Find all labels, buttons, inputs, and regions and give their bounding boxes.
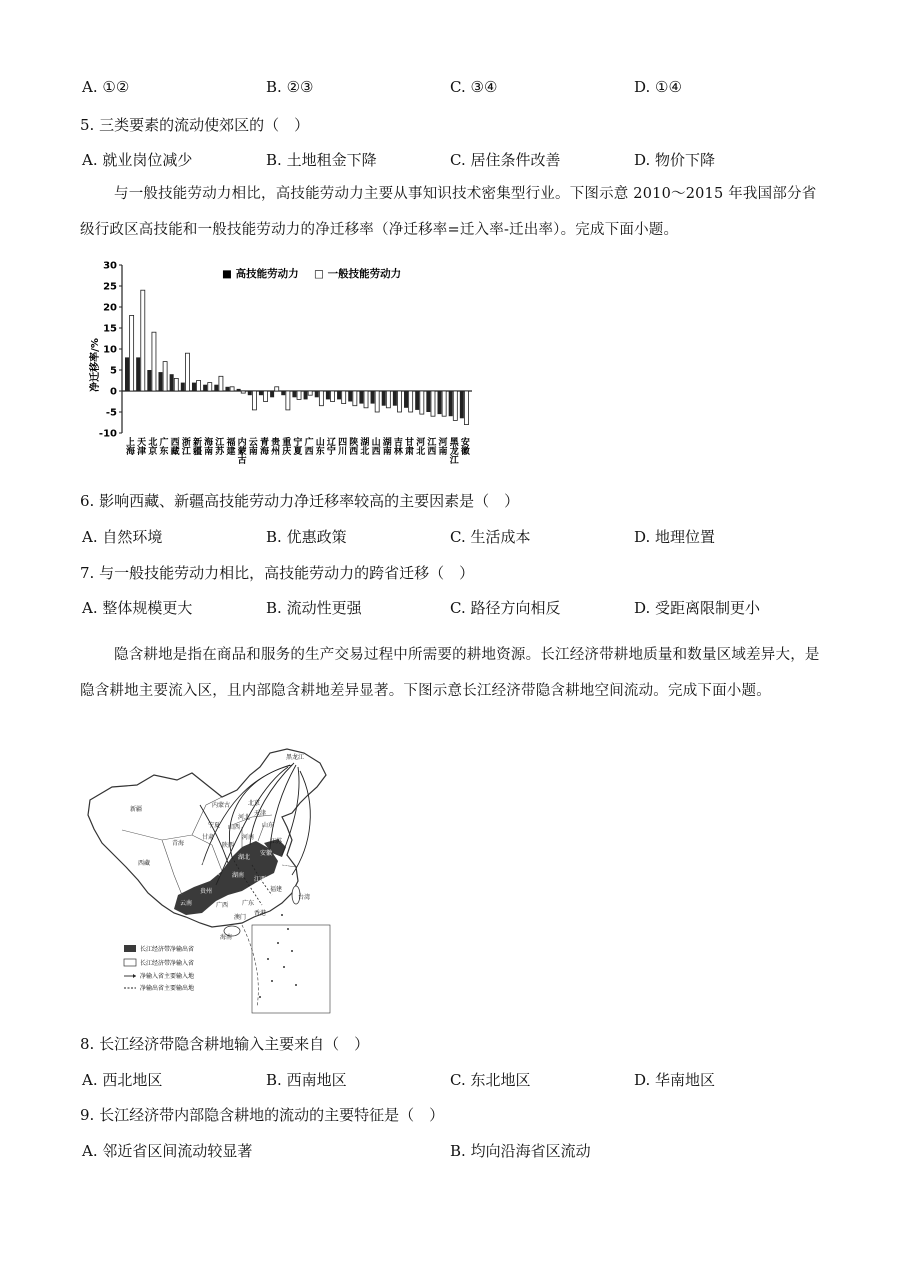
chart-bar-general-skill: [409, 391, 413, 412]
chart-bar-general-skill: [141, 290, 145, 391]
chart-bar-general-skill: [163, 362, 167, 391]
chart-bar-general-skill: [453, 391, 457, 420]
q4-option-b: B. ②③: [266, 78, 314, 96]
map-province-label: 天津: [254, 810, 267, 817]
chart-bar-high-skill: [270, 391, 274, 397]
chart-bar-general-skill: [353, 391, 357, 406]
chart-category-label: 安徽: [460, 438, 470, 457]
chart-bar-high-skill: [404, 391, 408, 408]
q6-option-d: D. 地理位置: [634, 528, 716, 546]
map-province-label: 海南: [220, 934, 233, 941]
q6-option-a: A. 自然环境: [82, 528, 163, 546]
labor-intro-paragraph: 与一般技能劳动力相比，高技能劳动力主要从事知识技术密集型行业。下图示意 2010～2015 年我国部分省级行政区高技能和一般技能劳动力的净迁移率（净迁移率=迁入率-迁出率）。完成下面小题。: [80, 186, 817, 238]
chart-bar-high-skill: [292, 391, 296, 397]
chart-category-label: 新疆: [192, 438, 203, 457]
chart-bar-high-skill: [426, 391, 430, 412]
chart-y-tick-label: 25: [103, 281, 117, 293]
chart-category-label: 河北: [416, 438, 426, 457]
chart-bar-general-skill: [230, 387, 234, 391]
chart-category-label: 吉林: [393, 438, 403, 457]
chart-y-tick-label: 5: [110, 365, 117, 377]
q7-option-c: C. 路径方向相反: [450, 599, 561, 617]
chart-bar-high-skill: [136, 357, 140, 391]
chart-bar-general-skill: [286, 391, 290, 410]
chart-bar-high-skill: [158, 372, 162, 391]
chart-bar-high-skill: [449, 391, 453, 416]
chart-bar-general-skill: [197, 381, 201, 392]
chart-y-tick-label: 0: [110, 386, 117, 398]
chart-bar-general-skill: [185, 353, 189, 391]
chart-y-tick-label: 30: [103, 260, 117, 272]
chart-category-label: 辽宁: [326, 438, 336, 457]
chart-bar-high-skill: [382, 391, 386, 406]
chart-category-label: 陕西: [349, 438, 359, 457]
map-province-label: 山东: [262, 822, 275, 829]
chart-y-tick-label: 15: [103, 323, 117, 335]
map-province-label: 澳门: [234, 914, 247, 921]
q8-option-c: C. 东北地区: [450, 1071, 531, 1089]
chart-bar-high-skill: [326, 391, 330, 399]
map-province-label: 台湾: [298, 894, 311, 901]
map-province-label: 重庆: [208, 870, 221, 877]
chart-category-label: 浙江: [181, 438, 191, 457]
chart-y-tick-label: -10: [98, 428, 117, 440]
map-legend-input: 长江经济带净输入省: [140, 960, 195, 967]
chart-bar-high-skill: [225, 387, 229, 391]
chart-bar-high-skill: [315, 391, 319, 397]
chart-category-label: 河南: [438, 438, 448, 457]
chart-category-label: 湖北: [360, 438, 370, 457]
q7-option-b: B. 流动性更强: [266, 599, 362, 617]
q4-option-a: A. ①②: [82, 78, 130, 96]
chart-legend-general: □ 一般技能劳动力: [314, 268, 402, 280]
map-province-label: 河北: [238, 814, 251, 821]
chart-bar-high-skill: [371, 391, 375, 404]
chart-bar-general-skill: [420, 391, 424, 414]
q5-stem: 5. 三类要素的流动使郊区的（ ）: [80, 116, 310, 134]
chart-category-label: 广西: [304, 438, 314, 457]
chart-category-label: 海南: [204, 438, 214, 457]
chart-bar-high-skill: [281, 391, 285, 395]
chart-bar-general-skill: [130, 315, 134, 391]
map-province-label: 湖南: [232, 872, 245, 879]
chart-bar-high-skill: [181, 383, 185, 391]
chart-category-label: 湖南: [382, 438, 392, 457]
chart-bar-general-skill: [241, 391, 245, 393]
q6-stem: 6. 影响西藏、新疆高技能劳动力净迁移率较高的主要因素是（ ）: [80, 492, 520, 510]
q7-option-d: D. 受距离限制更小: [634, 599, 761, 617]
chart-bar-general-skill: [252, 391, 256, 410]
chart-bar-general-skill: [375, 391, 379, 412]
chart-category-label: 江西: [427, 438, 437, 457]
chart-bar-general-skill: [297, 391, 301, 399]
q8-option-d: D. 华南地区: [634, 1071, 716, 1089]
q7-stem: 7. 与一般技能劳动力相比，高技能劳动力的跨省迁移（ ）: [80, 564, 475, 582]
map-legend-output: 长江经济带净输出省: [140, 946, 195, 953]
map-province-label: 广东: [242, 900, 255, 907]
map-province-label: 云南: [180, 900, 193, 907]
chart-bar-general-skill: [264, 391, 268, 402]
map-province-label: 甘肃: [202, 834, 215, 841]
chart-bar-high-skill: [348, 391, 352, 402]
land-intro-paragraph: 隐含耕地是指在商品和服务的生产交易过程中所需要的耕地资源。长江经济带耕地质量和数量区域差异大，是隐含耕地主要流入区，且内部隐含耕地差异显著。下图示意长江经济带隐含耕地空间流动。完成下面小题。: [80, 647, 820, 699]
chart-bar-general-skill: [219, 376, 223, 391]
q9-option-a: A. 邻近省区间流动较显著: [82, 1142, 253, 1160]
q5-option-a: A. 就业岗位减少: [82, 151, 193, 169]
map-province-label: 香港: [254, 910, 267, 917]
chart-bar-general-skill: [308, 391, 312, 395]
q6-option-c: C. 生活成本: [450, 528, 531, 546]
chart-category-label: 山东: [315, 438, 325, 457]
map-province-label: 江苏: [270, 838, 283, 845]
map-legend: [124, 945, 194, 992]
chart-bar-general-skill: [208, 383, 212, 391]
chart-bar-high-skill: [359, 391, 363, 404]
map-legend-input-source: 净输入省主要输入地: [140, 973, 195, 980]
map-province-label: 浙江: [278, 864, 291, 871]
chart-bar-high-skill: [203, 385, 207, 391]
chart-bar-high-skill: [304, 391, 308, 399]
chart-y-tick-label: -5: [105, 407, 117, 419]
chart-category-label: 江苏: [215, 438, 225, 457]
chart-category-label: 四川: [338, 438, 348, 457]
q4-option-d: D. ①④: [634, 78, 682, 96]
chart-category-label: 西藏: [170, 438, 180, 457]
chart-bar-general-skill: [275, 387, 279, 391]
yangtze-hidden-farmland-flow-map: [82, 745, 332, 1015]
chart-category-label: 宁夏: [293, 438, 303, 457]
map-province-label: 黑龙江: [286, 754, 305, 761]
q9-stem: 9. 长江经济带内部隐含耕地的流动的主要特征是（ ）: [80, 1106, 445, 1124]
q8-option-b: B. 西南地区: [266, 1071, 347, 1089]
chart-bar-high-skill: [147, 370, 151, 391]
map-legend-output-target: 净输出省主要输出地: [140, 985, 195, 992]
chart-y-axis-label: 净迁移率/%: [90, 338, 101, 392]
net-migration-bar-chart: [80, 255, 480, 470]
map-province-label: 贵州: [200, 888, 213, 895]
chart-bar-general-skill: [331, 391, 335, 402]
map-province-label: 青海: [172, 840, 185, 847]
chart-bar-high-skill: [192, 383, 196, 391]
chart-bar-general-skill: [431, 391, 435, 416]
chart-y-tick-label: 10: [103, 344, 117, 356]
chart-bar-high-skill: [248, 391, 252, 395]
map-province-label: 北京: [248, 800, 261, 807]
chart-category-label: 北京: [148, 438, 158, 457]
chart-category-label: 广东: [159, 438, 169, 457]
chart-bar-general-skill: [152, 332, 156, 391]
chart-bar-general-skill: [386, 391, 390, 408]
chart-bar-general-skill: [342, 391, 346, 404]
chart-category-label: 云南: [248, 438, 258, 457]
chart-bar-high-skill: [337, 391, 341, 399]
chart-bar-high-skill: [237, 389, 241, 391]
q8-stem: 8. 长江经济带隐含耕地输入主要来自（ ）: [80, 1035, 370, 1053]
chart-bar-high-skill: [393, 391, 397, 406]
chart-bar-general-skill: [464, 391, 468, 425]
chart-category-label: 甘肃: [405, 438, 415, 457]
map-province-label: 上海: [288, 848, 301, 855]
chart-category-label: 重庆: [282, 438, 292, 457]
chart-bar-general-skill: [442, 391, 446, 416]
chart-category-label: 黑龙江: [449, 438, 459, 466]
chart-category-label: 内蒙古: [237, 438, 247, 466]
map-province-label: 陕西: [222, 842, 235, 849]
q5-option-d: D. 物价下降: [634, 151, 716, 169]
q5-option-b: B. 土地租金下降: [266, 151, 377, 169]
chart-bar-general-skill: [397, 391, 401, 412]
map-province-label: 安徽: [260, 850, 273, 857]
q9-option-b: B. 均向沿海省区流动: [450, 1142, 591, 1160]
chart-bar-general-skill: [319, 391, 323, 406]
chart-bar-high-skill: [259, 391, 263, 395]
q8-option-a: A. 西北地区: [82, 1071, 163, 1089]
map-province-label: 宁夏: [208, 822, 221, 829]
chart-category-label: 贵州: [271, 438, 281, 457]
map-province-label: 四川: [192, 860, 205, 867]
chart-bar-general-skill: [174, 378, 178, 391]
chart-legend-high: ■ 高技能劳动力: [222, 268, 299, 280]
map-province-label: 河南: [242, 834, 255, 841]
chart-bar-high-skill: [125, 357, 129, 391]
map-province-label: 福建: [270, 886, 283, 893]
q5-option-c: C. 居住条件改善: [450, 151, 561, 169]
chart-bar-high-skill: [460, 391, 464, 418]
map-province-label: 内蒙古: [212, 802, 231, 809]
map-province-label: 江西: [254, 876, 267, 883]
chart-bar-high-skill: [438, 391, 442, 414]
chart-bar-high-skill: [214, 385, 218, 391]
map-province-label: 西藏: [138, 860, 151, 867]
q4-option-c: C. ③④: [450, 78, 498, 96]
map-province-label: 湖北: [238, 854, 251, 861]
q7-option-a: A. 整体规模更大: [82, 599, 193, 617]
map-province-label: 广西: [216, 902, 229, 909]
chart-bar-high-skill: [170, 374, 174, 391]
chart-y-tick-label: 20: [103, 302, 117, 314]
map-province-label: 山西: [228, 824, 241, 831]
map-province-label: 新疆: [130, 806, 143, 813]
chart-bar-high-skill: [415, 391, 419, 410]
chart-category-label: 福建: [226, 438, 236, 457]
chart-category-label: 青海: [259, 438, 269, 457]
chart-category-label: 山西: [371, 438, 381, 457]
chart-bar-general-skill: [364, 391, 368, 408]
chart-category-label: 天津: [137, 438, 147, 457]
chart-category-label: 上海: [126, 438, 136, 457]
q6-option-b: B. 优惠政策: [266, 528, 347, 546]
